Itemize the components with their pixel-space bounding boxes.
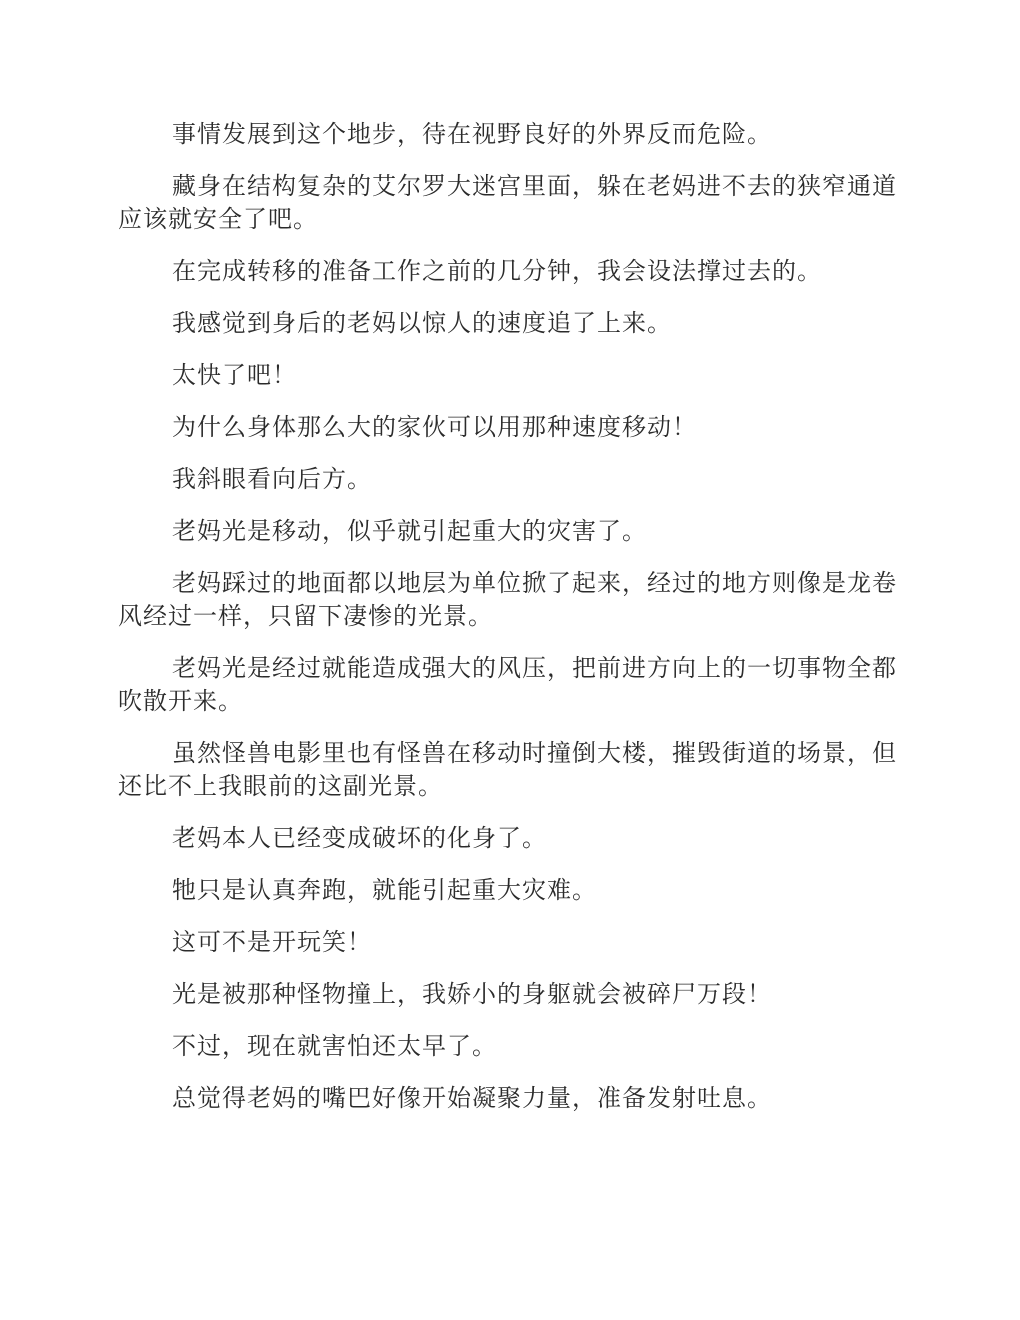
paragraph: 为什么身体那么大的家伙可以用那种速度移动！ (172, 415, 697, 441)
paragraph: 老妈踩过的地面都以地层为单位掀了起来，经过的地方则像是龙卷风经过一样，只留下凄惨的光景。 (118, 571, 897, 630)
paragraph: 我感觉到身后的老妈以惊人的速度追了上来。 (172, 311, 672, 337)
paragraph: 在完成转移的准备工作之前的几分钟，我会设法撑过去的。 (172, 259, 822, 285)
paragraph: 藏身在结构复杂的艾尔罗大迷宫里面，躲在老妈进不去的狭窄通道应该就安全了吧。 (118, 174, 897, 233)
paragraph: 老妈光是移动，似乎就引起重大的灾害了。 (172, 519, 647, 545)
paragraph: 我斜眼看向后方。 (172, 467, 372, 493)
paragraph: 事情发展到这个地步，待在视野良好的外界反而危险。 (172, 122, 772, 148)
paragraph: 老妈光是经过就能造成强大的风压，把前进方向上的一切事物全都吹散开来。 (118, 656, 897, 715)
paragraph: 老妈本人已经变成破坏的化身了。 (172, 826, 547, 852)
paragraph: 这可不是开玩笑！ (172, 930, 372, 956)
paragraph: 总觉得老妈的嘴巴好像开始凝聚力量，准备发射吐息。 (172, 1086, 772, 1112)
paragraph: 太快了吧！ (172, 363, 297, 389)
paragraph: 不过，现在就害怕还太早了。 (172, 1034, 497, 1060)
paragraph: 光是被那种怪物撞上，我娇小的身躯就会被碎尸万段！ (172, 982, 772, 1008)
paragraph: 虽然怪兽电影里也有怪兽在移动时撞倒大楼，摧毁街道的场景，但还比不上我眼前的这副光景。 (118, 741, 897, 800)
paragraph: 牠只是认真奔跑，就能引起重大灾难。 (172, 878, 597, 904)
